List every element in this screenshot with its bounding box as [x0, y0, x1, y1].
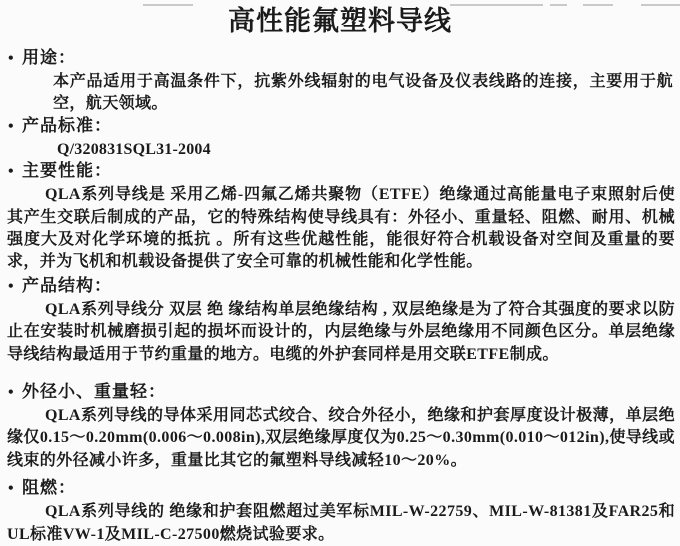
- section-product-structure: [5, 276, 675, 366]
- section-paragraph: QLA系列导线是 采用乙烯-四氟乙烯共聚物（ETFE）绝缘通过高能量电子束照射后使其产生交联后制成的产品，它的特殊结构使导线具有：外径小、重量轻、阻燃、耐用、机械强度大及对化学环境的抵抗 。所有这些优越性能，能很好符合机载设备对空间及重量的要求，并为飞机和机载设备提供了安全可靠的机械性能和化学性能。: [7, 186, 675, 271]
- crop-artifact: [641, 4, 680, 6]
- crop-artifact: [583, 4, 613, 6]
- crop-artifact: [143, 4, 193, 6]
- page-title: 高性能氟塑料导线: [228, 6, 452, 36]
- crop-artifact: [550, 4, 567, 6]
- section-flame-retardant: [5, 478, 675, 546]
- document-page: [0, 4, 680, 543]
- section-usage: [5, 48, 675, 116]
- section-heading: 产品标准：: [22, 115, 112, 135]
- section-heading: 主要性能：: [22, 161, 112, 181]
- section-paragraph: QLA系列导线分 双层 绝 缘结构单层绝缘结构 , 双层绝缘是为了符合其强度的要求以防止在安装时机械磨损引起的损坏而设计的，内层绝缘与外层绝缘用不同颜色区分。单层绝缘导线结构最适用于节约重量的地方。电缆的外护套同样是用交联ETFE制成。: [7, 300, 675, 363]
- section-heading-row: [5, 161, 675, 182]
- section-paragraph: QLA系列导线的导体采用同芯式绞合、绞合外径小，绝缘和护套厚度设计极薄，单层绝缘仅0.15～0.20mm(0.006～0.008in),双层绝缘厚度仅为0.25～0.30mm(0.010～012in),使导线或线束的外径减小许多，重量比其它的氟塑料导线减轻10～20%。: [7, 407, 675, 469]
- section-paragraph: 本产品适用于高温条件下，抗紫外线辐射的电气设备及仪表线路的连接，主要用于航空，航天领域。: [53, 73, 673, 113]
- section-heading-row: [5, 478, 675, 499]
- bullet-icon: •: [8, 163, 14, 181]
- bullet-icon: •: [8, 117, 14, 135]
- section-heading: 用途：: [22, 48, 76, 67]
- bullet-icon: •: [8, 50, 14, 67]
- bullet-icon: •: [8, 384, 14, 402]
- bullet-icon: •: [8, 480, 14, 498]
- section-heading: 外径小、重量轻：: [22, 382, 166, 402]
- bullet-icon: •: [8, 277, 14, 295]
- section-heading-row: [5, 48, 675, 69]
- crop-artifact: [450, 4, 543, 6]
- section-heading: 阻燃：: [22, 478, 76, 498]
- section-heading-row: [5, 116, 675, 137]
- section-small-diameter-light-weight: [5, 382, 675, 472]
- section-heading: 产品结构：: [22, 275, 112, 295]
- section-product-standard: [5, 116, 675, 161]
- standard-number: Q/320831SQL31-2004: [57, 140, 211, 158]
- section-main-performance: [5, 161, 675, 274]
- section-paragraph: QLA系列导线的 绝缘和护套阻燃超过美军标MIL-W-22759、MIL-W-81381及FAR25和UL标准VW-1及MIL-C-27500燃烧试验要求。: [7, 503, 675, 543]
- section-heading-row: [5, 276, 675, 297]
- section-heading-row: [5, 382, 675, 403]
